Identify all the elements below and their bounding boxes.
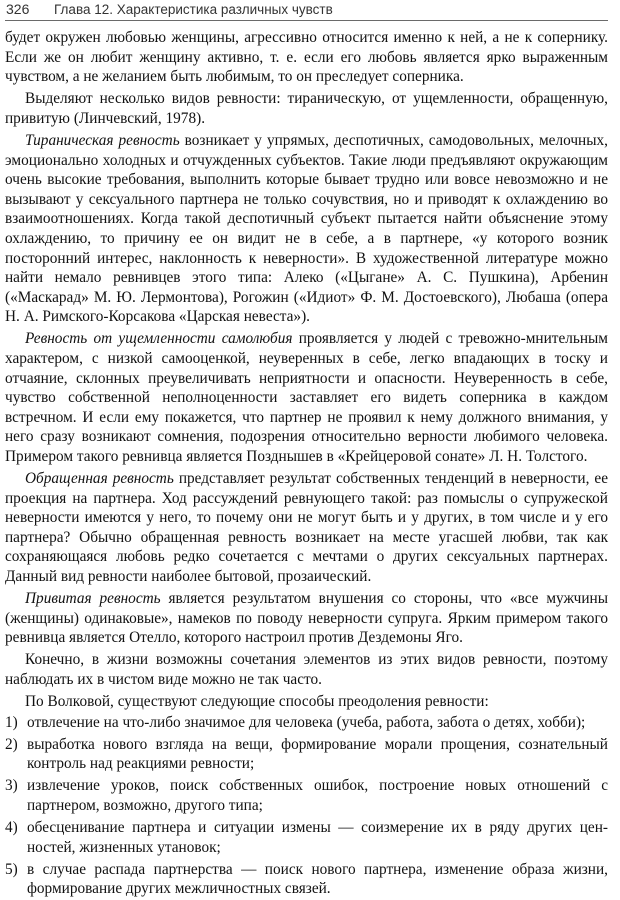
paragraph bbox=[5, 650, 608, 689]
list-item-number: 3) bbox=[5, 777, 18, 795]
paragraph-text: возникает у упрямых, деспотичных, самодовольных, мелочных, эмоционально холодных и отчужденных субъектов. Такие люди предъявляют окружающим очень высокие требования, выполнить которые бывает трудно или вовсе невозможно и не вызывают у сексуального партнера не только сочувствия, но и приводят к охлаждению во взаимоотношениях. Когда такой деспотичный субъект пытается найти объяснение этому охлаждению, то причину ее он видит не в себе, а в партнере, «у которого возник посторонний интерес, наклонность к неверности». В художественной литературе можно найти немало ревнивцев этого типа: Алеко («Цыгане» А. С. Пушкина), Арбенин («Маскарад» М. Ю. Лермонтова), Рогожин («Идиот» Ф. М. Достоевского), Любаша (опера Н. А. Римского-Корсакова «Царская невеста»). bbox=[5, 131, 608, 326]
list-item bbox=[5, 735, 608, 774]
page-body bbox=[5, 28, 608, 899]
list-item-number: 1) bbox=[5, 713, 18, 731]
paragraph-text: является результатом внушения со стороны, что «все мужчины (женщины) одинаковые», намеков по поводу неверности супруга. Ярким примером такого ревнивца является Отелло, которого настроил против Дездемоны Яго. bbox=[5, 590, 609, 647]
term-italic: Обращенная ревность bbox=[25, 470, 174, 488]
list-item-text: отвлечение на что-либо значимое для человека (учеба, работа, забота о детях, хобби); bbox=[27, 713, 586, 731]
list-item-text: извлечение уроков, поиск собственных ошибок, построение новых отношений с партнером, возможно, другого типа; bbox=[27, 777, 608, 815]
list-item bbox=[5, 860, 608, 899]
list-item-number: 5) bbox=[5, 860, 18, 878]
list-item-number: 4) bbox=[5, 819, 18, 837]
paragraph-text: Конечно, в жизни возможны сочетания элементов из этих видов ревности, поэтому наблюдать их в чистом виде можно не так часто. bbox=[5, 651, 608, 688]
list-item-number: 2) bbox=[5, 735, 18, 753]
coping-methods-list bbox=[5, 713, 608, 899]
running-header bbox=[5, 0, 608, 21]
paragraph bbox=[5, 89, 608, 128]
page-number: 326 bbox=[6, 1, 30, 17]
term-italic: Привитая ревность bbox=[25, 590, 161, 608]
paragraph-text: будет окружен любовью женщины, агрессивно относится именно к ней, а не к сопернику. Если же он любит женщину активно, т. е. если его любовь является ярко выраженным чувством, а не желанием быть любимым, то он преследует соперника. bbox=[5, 29, 608, 86]
paragraph-instilled-jealousy bbox=[5, 589, 608, 648]
term-italic: Тираническая ревность bbox=[25, 131, 180, 149]
paragraph-text: представляет результат собственных тенденций в неверности, ее проекция на партнера. Ход рассуждений ревнующего такой: раз помыслы о супружеской неверности имеются у него, то почему они не могут быть и у других, в том числе и у его партнера? Обычно обращенная ревность возникает на месте угасшей любви, так как сохраняющаяся любовь редко сочетается с мечтами о других сексуальных партнерах. Данный вид ревности наиболее бытовой, прозаический. bbox=[5, 470, 608, 586]
list-item-text: обесценивание партнера и ситуации измены — соизмерение их в ряду других ценностей, жизненных утановок; bbox=[27, 819, 608, 856]
paragraph-text: По Волковой, существуют следующие способы преодоления ревности: bbox=[25, 693, 489, 711]
paragraph-text: проявляется у людей с тревожно-мнительным характером, с низкой самооценкой, неуверенных в себе, легко впадающих в тоску и отчаяние, склонных преувеличивать неприятности и опасности. Неуверенность в себе, чувство собственной неполноценности заставляет его видеть соперника в каждом встречном. И если ему покажется, что партнер не проявил к нему должного внимания, у него сразу возникают сомнения, подозрения относительно верности любимого человека. Примером такого ревнивца является Позднышев в «Крейцеровой сонате» Л. Н. Толстого. bbox=[5, 330, 608, 465]
chapter-title: Глава 12. Характеристика различных чувств bbox=[54, 2, 333, 17]
paragraph-tyrannical-jealousy bbox=[5, 131, 608, 327]
paragraph-wounded-pride-jealousy bbox=[5, 329, 608, 466]
list-item-text: в случае распада партнерства — поиск нового партнера, изменение образа жизни, формирование других межличностных связей. bbox=[27, 860, 608, 898]
list-item bbox=[5, 818, 608, 857]
paragraph-text: Выделяют несколько видов ревности: тираническую, от ущемленности, обращенную, привитую (Линчевский, 1978). bbox=[5, 90, 608, 127]
paragraph-list-intro bbox=[5, 692, 608, 712]
term-italic: Ревность от ущемленности самолюбия bbox=[25, 330, 293, 348]
list-item bbox=[5, 776, 608, 815]
list-item bbox=[5, 713, 608, 733]
list-item-text: выработка нового взгляда на вещи, формирование морали прощения, сознательный контроль над реакциями ревности; bbox=[27, 735, 608, 773]
paragraph bbox=[5, 28, 608, 87]
paragraph-projected-jealousy bbox=[5, 469, 608, 587]
